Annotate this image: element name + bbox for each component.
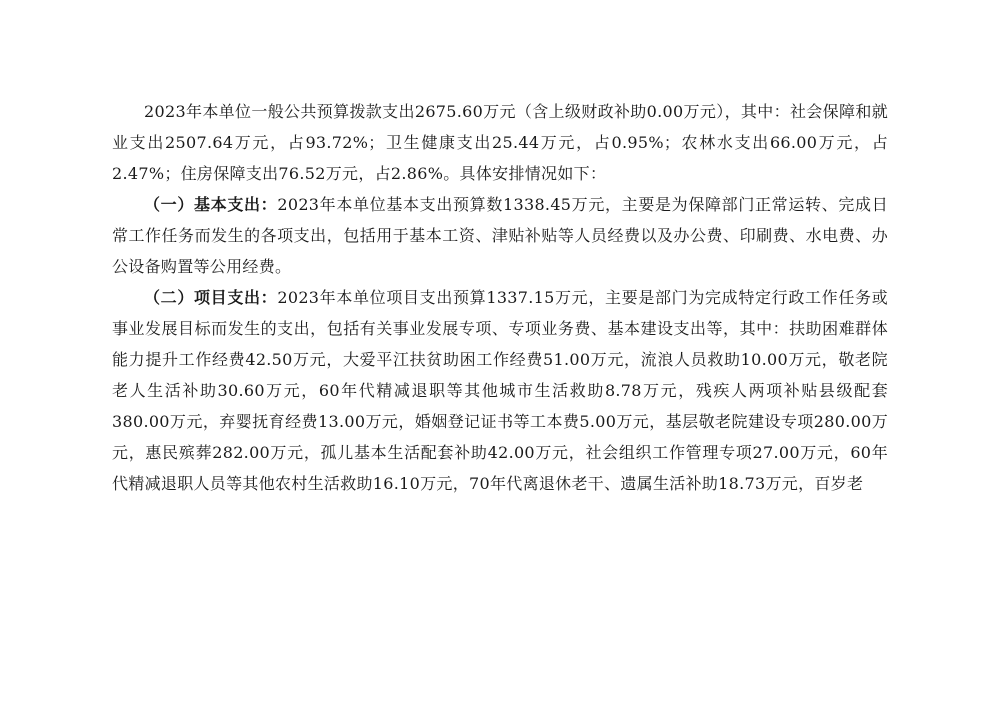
project-expenditure-text: 2023年本单位项目支出预算1337.15万元，主要是部门为完成特定行政工作任务或事业发展目标而发生的支出，包括有关事业发展专项、专项业务费、基本建设支出等，其中：扶助困难群体能力提升工作经费42.50万元，大爱平江扶贫助困工作经费51.00万元，流浪人员救助10.00万元，敬老院老人生活补助30.60万元，60年代精减退职等其他城市生活救助8.78万元，残疾人两项补贴县级配套380.00万元，弃婴抚育经费13.00万元，婚姻登记证书等工本费5.00万元，基层敬老院建设专项280.00万元，惠民殡葬282.00万元，孤儿基本生活配套补助42.00万元，社会组织工作管理专项27.00万元，60年代精减退职人员等其他农村生活救助16.10万元，70年代离退休老干、遗属生活补助18.73万元，百岁老 xyxy=(112,288,888,493)
paragraph-budget-summary-text: 2023年本单位一般公共预算拨款支出2675.60万元（含上级财政补助0.00万元），其中：社会保障和就业支出2507.64万元，占93.72%；卫生健康支出25.44万元，占0.95%；农林水支出66.00万元，占2.47%；住房保障支出76.52万元，占2.86%。具体安排情况如下： xyxy=(112,102,888,183)
paragraph-budget-summary xyxy=(112,96,888,189)
paragraph-basic-expenditure xyxy=(112,189,888,282)
basic-expenditure-text: 2023年本单位基本支出预算数1338.45万元，主要是为保障部门正常运转、完成日常工作任务而发生的各项支出，包括用于基本工资、津贴补贴等人员经费以及办公费、印刷费、水电费、办公设备购置等公用经费。 xyxy=(112,195,888,276)
paragraph-project-expenditure xyxy=(112,282,888,499)
project-expenditure-heading: （二）项目支出： xyxy=(144,288,278,307)
document-page xyxy=(112,96,888,499)
basic-expenditure-heading: （一）基本支出： xyxy=(144,195,278,214)
